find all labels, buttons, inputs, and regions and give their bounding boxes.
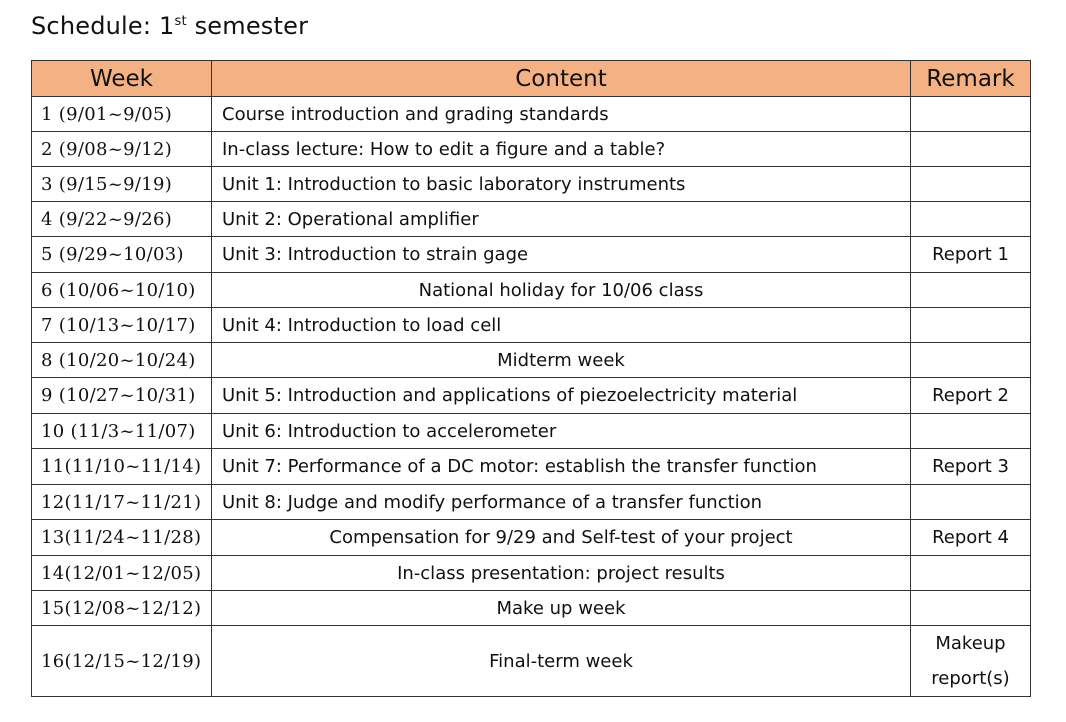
remark-cell: [911, 556, 1031, 591]
table-row: [32, 132, 1031, 167]
remark-cell: [911, 308, 1031, 343]
content-cell: Course introduction and grading standards: [212, 97, 911, 132]
title-prefix: Schedule: 1: [31, 12, 175, 40]
header-week: Week: [32, 61, 212, 97]
table-row: [32, 485, 1031, 520]
week-cell: 11(11/10~11/14): [32, 449, 212, 485]
page-title: [31, 12, 308, 40]
week-cell: 2 (9/08~9/12): [32, 132, 212, 167]
remark-cell: Report 1: [911, 237, 1031, 273]
schedule-table: [31, 60, 1031, 697]
table-row: [32, 378, 1031, 414]
week-cell: 5 (9/29~10/03): [32, 237, 212, 273]
content-cell: Compensation for 9/29 and Self-test of your project: [212, 520, 911, 556]
content-cell: In-class lecture: How to edit a figure and a table?: [212, 132, 911, 167]
content-cell: Unit 7: Performance of a DC motor: establish the transfer function: [212, 449, 911, 485]
content-cell: Unit 5: Introduction and applications of piezoelectricity material: [212, 378, 911, 414]
week-cell: 1 (9/01~9/05): [32, 97, 212, 132]
content-cell: Midterm week: [212, 343, 911, 378]
title-superscript: st: [174, 14, 187, 29]
remark-cell: Report 4: [911, 520, 1031, 556]
content-cell: National holiday for 10/06 class: [212, 273, 911, 308]
table-row: [32, 556, 1031, 591]
remark-cell: [911, 97, 1031, 132]
content-cell: Unit 6: Introduction to accelerometer: [212, 414, 911, 449]
content-cell: Unit 1: Introduction to basic laboratory instruments: [212, 167, 911, 202]
week-cell: 3 (9/15~9/19): [32, 167, 212, 202]
week-cell: 4 (9/22~9/26): [32, 202, 212, 237]
remark-cell: [911, 273, 1031, 308]
content-cell: Unit 8: Judge and modify performance of a transfer function: [212, 485, 911, 520]
table-row: [32, 520, 1031, 556]
week-cell: 15(12/08~12/12): [32, 591, 212, 626]
content-cell: Make up week: [212, 591, 911, 626]
week-cell: 8 (10/20~10/24): [32, 343, 212, 378]
week-cell: 14(12/01~12/05): [32, 556, 212, 591]
content-cell: In-class presentation: project results: [212, 556, 911, 591]
content-cell: Final-term week: [212, 626, 911, 697]
week-cell: 6 (10/06~10/10): [32, 273, 212, 308]
title-suffix: semester: [186, 12, 309, 40]
remark-cell: [911, 626, 1031, 697]
remark-line: Makeup: [935, 633, 1006, 654]
remark-cell: [911, 343, 1031, 378]
table-row: [32, 449, 1031, 485]
content-cell: Unit 3: Introduction to strain gage: [212, 237, 911, 273]
remark-cell: [911, 202, 1031, 237]
table-row: [32, 237, 1031, 273]
content-cell: Unit 4: Introduction to load cell: [212, 308, 911, 343]
table-row: [32, 308, 1031, 343]
week-cell: 12(11/17~11/21): [32, 485, 212, 520]
table-row: [32, 273, 1031, 308]
header-remark: Remark: [911, 61, 1031, 97]
week-cell: 7 (10/13~10/17): [32, 308, 212, 343]
table-body: [32, 97, 1031, 697]
table-row: [32, 591, 1031, 626]
table-row: [32, 414, 1031, 449]
remark-cell: [911, 485, 1031, 520]
content-cell: Unit 2: Operational amplifier: [212, 202, 911, 237]
remark-cell: [911, 132, 1031, 167]
remark-line: report(s): [931, 668, 1010, 689]
table-row: [32, 167, 1031, 202]
week-cell: 10 (11/3~11/07): [32, 414, 212, 449]
remark-cell: [911, 414, 1031, 449]
table-header: [32, 61, 1031, 97]
week-cell: 13(11/24~11/28): [32, 520, 212, 556]
week-cell: 9 (10/27~10/31): [32, 378, 212, 414]
table-row: [32, 626, 1031, 697]
week-cell: 16(12/15~12/19): [32, 626, 212, 697]
remark-cell: [911, 591, 1031, 626]
table-row: [32, 343, 1031, 378]
remark-cell: [911, 167, 1031, 202]
header-content: Content: [212, 61, 911, 97]
table-row: [32, 97, 1031, 132]
remark-cell: Report 2: [911, 378, 1031, 414]
table-row: [32, 202, 1031, 237]
remark-cell: Report 3: [911, 449, 1031, 485]
